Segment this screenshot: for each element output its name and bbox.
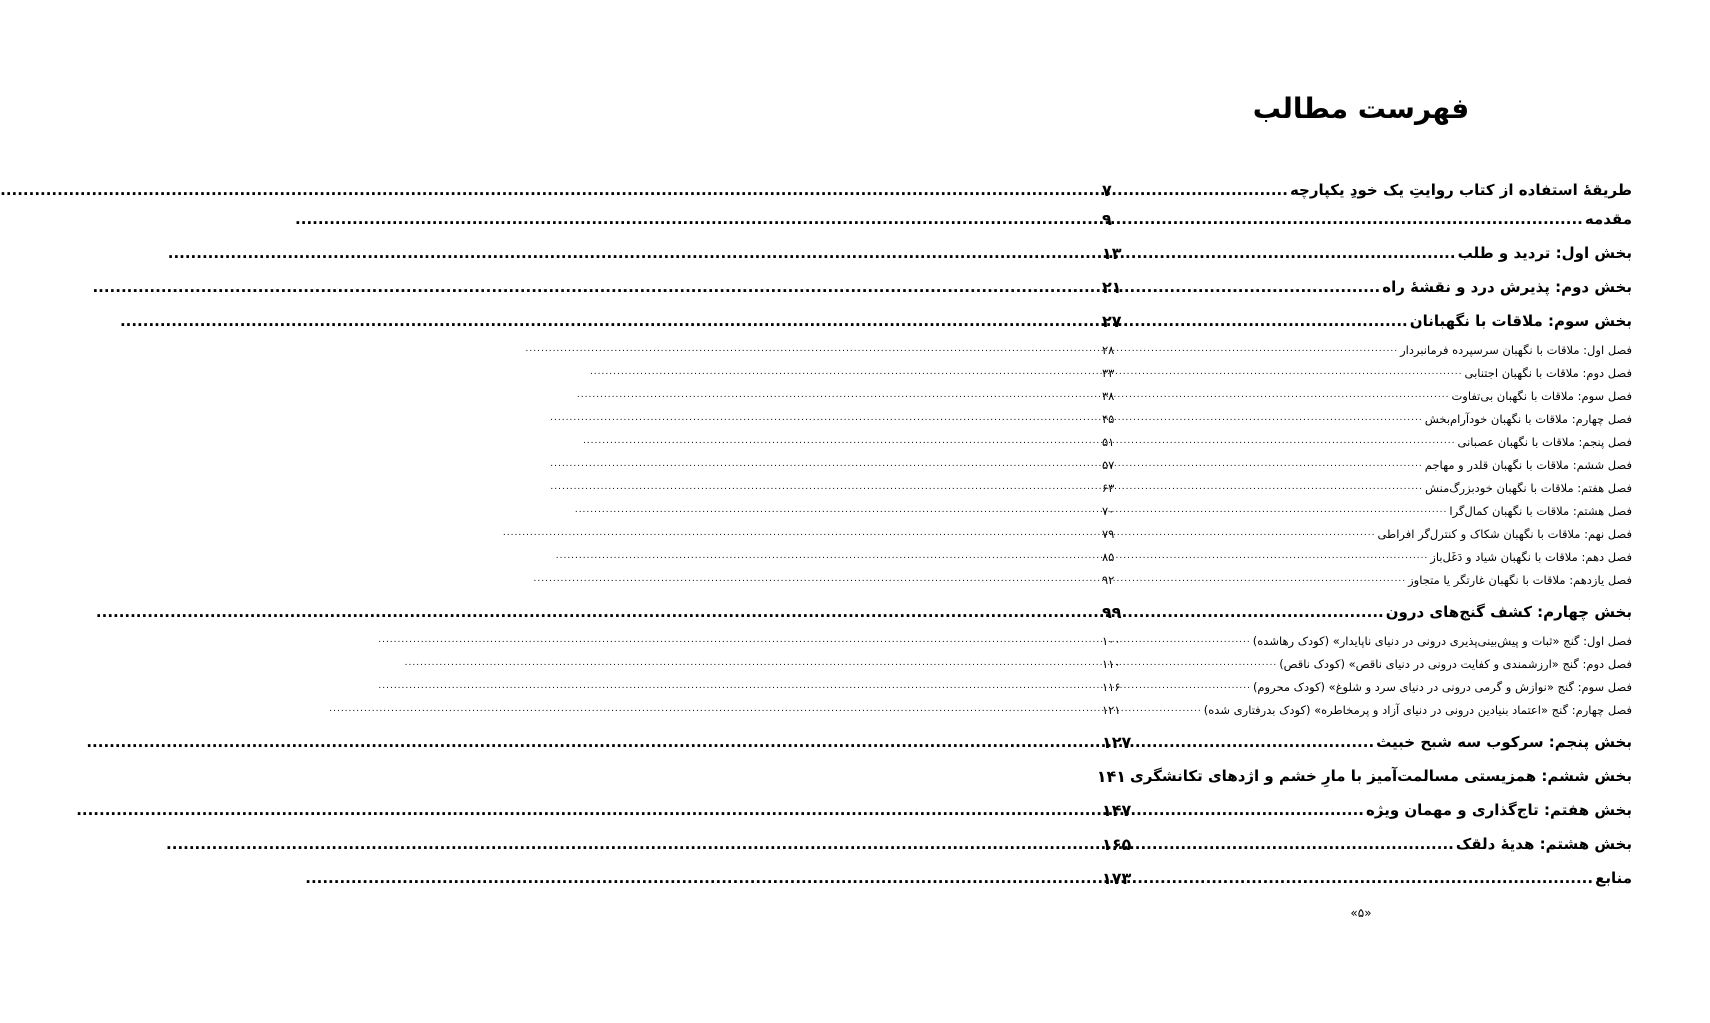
toc-chapter-entry[interactable]	[1102, 545, 1632, 568]
toc-entry-title: فصل پنجم: ملاقات با نگهبان عصبانی	[1457, 434, 1632, 449]
toc-entry-page-number: ۲۸	[1102, 342, 1115, 357]
toc-entry-title: فصل چهارم: گنج «اعتماد بنیادین درونی در دنیای آزاد و پرمخاطره» (کودک بدرفتاری شده)	[1203, 702, 1632, 717]
toc-part-entry[interactable]	[1102, 595, 1632, 629]
toc-part-entry[interactable]	[1102, 202, 1632, 236]
toc-entry-page-number: ۱۷۳	[1102, 868, 1132, 888]
toc-entry-title: فصل یازدهم: ملاقات با نگهبان غارتگر یا متجاوز	[1408, 572, 1632, 587]
table-of-contents	[1096, 178, 1632, 895]
toc-entry-page-number: ۷۰	[1102, 503, 1115, 518]
toc-chapter-entry[interactable]	[1102, 629, 1632, 652]
toc-chapter-entry[interactable]	[1102, 499, 1632, 522]
toc-entry-page-number: ۱۴۱	[1096, 766, 1127, 786]
toc-entry-title: فصل نهم: ملاقات با نگهبان شکاک و کنترل‌گر افراطی	[1377, 526, 1632, 541]
dot-leader	[1133, 837, 1454, 852]
toc-entry-title: فصل دهم: ملاقات با نگهبان شیاد و دَغَل‌باز	[1430, 549, 1632, 564]
toc-chapter-entry[interactable]	[1102, 476, 1632, 499]
toc-entry-page-number: ۱۲۷	[1102, 732, 1132, 752]
dot-leader	[1116, 436, 1455, 448]
toc-entry-page-number: ۱۳	[1102, 243, 1122, 263]
toc-entry-title: فصل اول: ملاقات با نگهبان سرسپرده فرمانبردار	[1400, 342, 1632, 357]
toc-entry-page-number: ۵۷	[1102, 457, 1115, 472]
toc-entry-title: بخش هشتم: هدیۀ دلقک	[1455, 835, 1632, 853]
toc-entry-title: بخش دوم: پذیرش درد و نقشۀ راه	[1382, 278, 1632, 296]
toc-entry-page-number: ۷۹	[1102, 526, 1115, 541]
toc-entry-title: فصل ششم: ملاقات با نگهبان قلدر و مهاجم	[1424, 457, 1632, 472]
toc-chapter-entry[interactable]	[1102, 652, 1632, 675]
toc-entry-title: منابع	[1595, 869, 1632, 887]
toc-entry-page-number: ۱۱۶	[1102, 679, 1121, 694]
toc-chapter-entry[interactable]	[1102, 453, 1632, 476]
toc-entry-title: بخش چهارم: کشف گنج‌های درون	[1385, 603, 1632, 621]
toc-chapter-entry[interactable]	[1102, 698, 1632, 721]
dot-leader	[1124, 314, 1408, 329]
toc-entry-page-number: ۲۷	[1102, 311, 1122, 331]
toc-entry-title: فصل سوم: ملاقات با نگهبان بی‌تفاوت	[1451, 388, 1632, 403]
toc-entry-page-number: ۱۴۷	[1102, 800, 1132, 820]
dot-leader	[1116, 528, 1375, 540]
toc-chapter-entry[interactable]	[1102, 361, 1632, 384]
dot-leader	[1116, 551, 1428, 563]
toc-part-entry[interactable]	[1102, 725, 1632, 759]
toc-entry-page-number: ۱۰۰	[1102, 633, 1121, 648]
toc-entry-title: بخش اول: تردید و طلب	[1457, 244, 1632, 262]
toc-entry-page-number: ۵۱	[1102, 434, 1115, 449]
toc-entry-title: فصل دوم: ملاقات با نگهبان اجتنابی	[1464, 365, 1632, 380]
toc-chapter-entry[interactable]	[1102, 430, 1632, 453]
toc-chapter-entry[interactable]	[1102, 522, 1632, 545]
toc-part-entry[interactable]	[1102, 304, 1632, 338]
dot-leader	[1133, 735, 1374, 750]
dot-leader	[1116, 367, 1462, 379]
toc-chapter-entry[interactable]	[1102, 338, 1632, 361]
dot-leader	[1123, 704, 1202, 716]
dot-leader	[1133, 871, 1593, 886]
dot-leader	[1116, 482, 1423, 494]
toc-entry-title: فصل دوم: گنج «ارزشمندی و کفایت درونی در دنیای ناقص» (کودک ناقص)	[1279, 656, 1632, 671]
dot-leader	[1133, 803, 1364, 818]
toc-entry-page-number: ۹۲	[1102, 572, 1115, 587]
toc-entry-title: فصل چهارم: ملاقات با نگهبان خودآرام‌بخش	[1424, 411, 1632, 426]
toc-entry-page-number: ۴۵	[1102, 411, 1115, 426]
toc-part-entry[interactable]	[1102, 178, 1632, 202]
dot-leader	[1116, 344, 1398, 356]
page-title: فهرست مطالب	[1252, 92, 1470, 125]
toc-entry-page-number: ۱۶۵	[1102, 834, 1132, 854]
toc-entry-title: بخش پنجم: سرکوب سه شبح خبیث	[1376, 733, 1632, 751]
toc-chapter-entry[interactable]	[1102, 384, 1632, 407]
toc-entry-page-number: ۷	[1102, 180, 1112, 200]
dot-leader	[1124, 280, 1381, 295]
dot-leader	[1116, 574, 1406, 586]
toc-part-entry[interactable]	[1102, 236, 1632, 270]
toc-part-entry[interactable]	[1102, 827, 1632, 861]
toc-entry-title: بخش هفتم: تاج‌گذاری و مهمان ویژه	[1366, 801, 1632, 819]
toc-entry-page-number: ۱۲۱	[1102, 702, 1121, 717]
toc-entry-title: بخش ششم: همزیستی مسالمت‌آمیز با مارِ خشم و اژدهای تکانشگری	[1130, 767, 1632, 785]
toc-entry-title: فصل هشتم: ملاقات با نگهبان کمال‌گرا	[1449, 503, 1632, 518]
dot-leader	[1124, 246, 1456, 261]
toc-part-entry[interactable]	[1096, 759, 1632, 793]
toc-entry-title: طریقۀ استفاده از کتاب روایتِ یک خودِ یکپارچه	[1289, 181, 1632, 199]
dot-leader	[1114, 183, 1288, 198]
dot-leader	[1123, 635, 1251, 647]
toc-entry-page-number: ۹۹	[1102, 602, 1122, 622]
page-number: «۵»	[1350, 906, 1372, 920]
dot-leader	[1116, 390, 1449, 402]
toc-entry-page-number: ۲۱	[1102, 277, 1122, 297]
toc-chapter-entry[interactable]	[1102, 407, 1632, 430]
toc-entry-page-number: ۶۳	[1102, 480, 1115, 495]
toc-entry-page-number: ۹	[1102, 209, 1112, 229]
dot-leader	[1116, 505, 1447, 517]
toc-entry-title: فصل سوم: گنج «نوازش و گرمی درونی در دنیای سرد و شلوغ» (کودک محروم)	[1252, 679, 1632, 694]
toc-entry-title: فصل اول: گنج «ثبات و پیش‌بینی‌پذیری درونی در دنیای ناپایدار» (کودک رهاشده)	[1252, 633, 1632, 648]
toc-chapter-entry[interactable]	[1102, 675, 1632, 698]
toc-entry-title: بخش سوم: ملاقات با نگهبانان	[1409, 312, 1632, 330]
toc-entry-page-number: ۳۳	[1102, 365, 1115, 380]
toc-part-entry[interactable]	[1102, 861, 1632, 895]
dot-leader	[1124, 605, 1384, 620]
dot-leader	[1116, 413, 1422, 425]
toc-entry-page-number: ۳۸	[1102, 388, 1115, 403]
toc-entry-page-number: ۸۵	[1102, 549, 1115, 564]
toc-part-entry[interactable]	[1102, 793, 1632, 827]
dot-leader	[1123, 658, 1278, 670]
dot-leader	[1114, 212, 1583, 227]
dot-leader	[1123, 681, 1251, 693]
toc-chapter-entry[interactable]	[1102, 568, 1632, 591]
toc-part-entry[interactable]	[1102, 270, 1632, 304]
toc-entry-title: فصل هفتم: ملاقات با نگهبان خودبزرگ‌منش	[1424, 480, 1632, 495]
dot-leader	[1116, 459, 1422, 471]
toc-entry-page-number: ۱۱۰	[1102, 656, 1121, 671]
toc-entry-title: مقدمه	[1584, 210, 1632, 228]
